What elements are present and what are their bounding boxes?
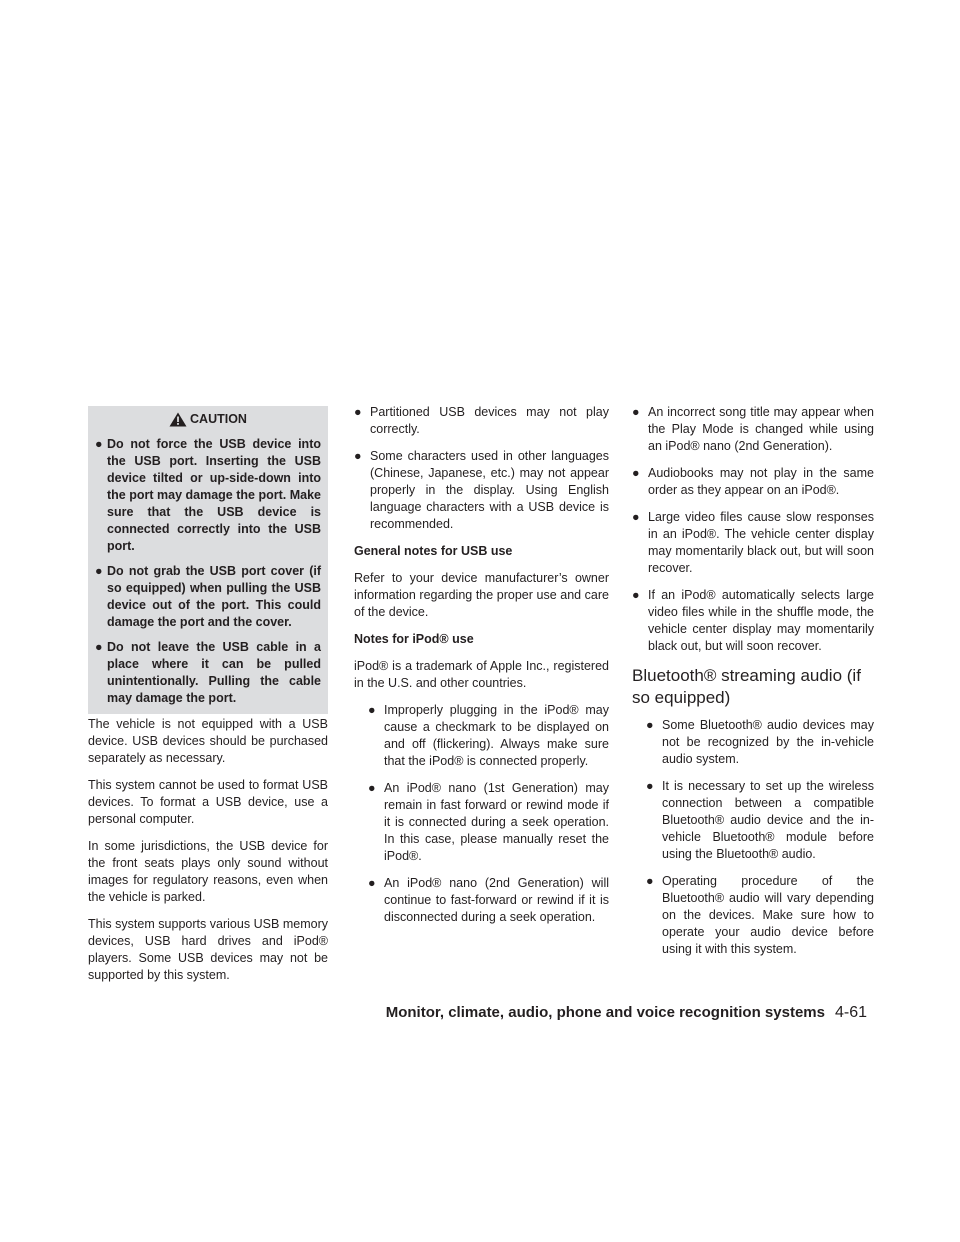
- bullet-icon: ●: [632, 405, 640, 419]
- list-item-text: Large video files cause slow responses in an iPod®. The vehicle center display may momentarily black out, but will soon recover.: [648, 510, 874, 575]
- list-item: [632, 465, 874, 499]
- bullet-icon: ●: [95, 640, 103, 654]
- caution-box: [88, 406, 328, 714]
- list-item: [354, 448, 609, 533]
- bullet-icon: ●: [646, 718, 654, 732]
- caution-item: [95, 639, 321, 707]
- paragraph: iPod® is a trademark of Apple Inc., registered in the U.S. and other countries.: [354, 659, 609, 690]
- chapter-title: Monitor, climate, audio, phone and voice recognition systems: [385, 1004, 825, 1021]
- list-item: [354, 780, 609, 865]
- caution-title: CAUTION: [190, 412, 247, 426]
- list-item-text: Some characters used in other languages (Chinese, Japanese, etc.) may not appear properly in the display. Using English language characters with a USB device is recommended.: [370, 449, 609, 531]
- bluetooth-section-title: Bluetooth® streaming audio (if so equipped): [632, 666, 861, 707]
- ipod-notes-heading: Notes for iPod® use: [354, 632, 474, 646]
- bullet-icon: ●: [368, 876, 376, 890]
- list-item-text: If an iPod® automatically selects large video files while in the shuffle mode, the vehicle center display may momentarily black out, but will soon recover.: [648, 588, 874, 653]
- page-number: 4-61: [834, 1004, 867, 1021]
- right-column: [632, 404, 874, 968]
- list-item: [632, 778, 874, 863]
- list-item-text: Operating procedure of the Bluetooth® audio will vary depending on the devices. Make sure how to operate your audio device before using it with this system.: [662, 874, 874, 956]
- caution-heading: [95, 411, 321, 428]
- list-item-text: Some Bluetooth® audio devices may not be recognized by the in-vehicle audio system.: [662, 718, 874, 766]
- list-item: [632, 873, 874, 958]
- list-item: [354, 404, 609, 438]
- caution-item: [95, 436, 321, 555]
- page-footer: [386, 1004, 867, 1022]
- caution-item-text: Do not leave the USB cable in a place where it can be pulled unintentionally. Pulling the cable may damage the port.: [107, 640, 321, 705]
- list-item-text: It is necessary to set up the wireless connection between a compatible Bluetooth® audio device and the in-vehicle Bluetooth® module before using the Bluetooth® audio.: [662, 779, 874, 861]
- list-item-text: Improperly plugging in the iPod® may cause a checkmark to be displayed on and off (flickering). Always make sure that the iPod® is connected properly.: [384, 703, 609, 768]
- caution-item: [95, 563, 321, 631]
- list-item: [632, 587, 874, 655]
- bullet-icon: ●: [95, 437, 103, 451]
- bullet-icon: ●: [646, 874, 654, 888]
- paragraph: In some jurisdictions, the USB device for the front seats plays only sound without images for regulatory reasons, even when the vehicle is parked.: [88, 839, 328, 904]
- bullet-icon: ●: [368, 703, 376, 717]
- paragraph: This system supports various USB memory devices, USB hard drives and iPod® players. Some USB devices may not be supported by this system.: [88, 917, 328, 982]
- bullet-icon: ●: [632, 588, 640, 602]
- general-notes-heading: General notes for USB use: [354, 544, 513, 558]
- left-column: [88, 406, 328, 994]
- bullet-icon: ●: [646, 779, 654, 793]
- caution-item-text: Do not grab the USB port cover (if so equipped) when pulling the USB device out of the port. This could damage the port and the cover.: [107, 564, 321, 629]
- list-item-text: Audiobooks may not play in the same order as they appear on an iPod®.: [648, 466, 874, 497]
- paragraph: The vehicle is not equipped with a USB device. USB devices should be purchased separately as necessary.: [88, 717, 328, 765]
- list-item: [632, 404, 874, 455]
- caution-item-text: Do not force the USB device into the USB port. Inserting the USB device tilted or up-side-down into the port may damage the port. Make sure that the USB device is connected correctly into the USB port.: [107, 437, 321, 553]
- bullet-icon: ●: [632, 510, 640, 524]
- middle-column: [354, 404, 609, 936]
- bullet-icon: ●: [368, 781, 376, 795]
- bullet-icon: ●: [632, 466, 640, 480]
- list-item: [632, 717, 874, 768]
- list-item-text: Partitioned USB devices may not play correctly.: [370, 405, 609, 436]
- warning-icon: [169, 412, 187, 427]
- list-item-text: An iPod® nano (1st Generation) may remain in fast forward or rewind mode if it is connected during a seek operation. In this case, please manually reset the iPod®.: [384, 781, 609, 863]
- bullet-icon: ●: [354, 449, 362, 463]
- list-item: [632, 509, 874, 577]
- bullet-icon: ●: [95, 564, 103, 578]
- list-item-text: An iPod® nano (2nd Generation) will continue to fast-forward or rewind if it is disconnected during a seek operation.: [384, 876, 609, 924]
- paragraph: This system cannot be used to format USB devices. To format a USB device, use a personal computer.: [88, 778, 328, 826]
- list-item: [354, 875, 609, 926]
- list-item: [354, 702, 609, 770]
- paragraph: Refer to your device manufacturer’s owner information regarding the proper use and care of the device.: [354, 571, 609, 619]
- list-item-text: An incorrect song title may appear when the Play Mode is changed while using an iPod® nano (2nd Generation).: [648, 405, 874, 453]
- bullet-icon: ●: [354, 405, 362, 419]
